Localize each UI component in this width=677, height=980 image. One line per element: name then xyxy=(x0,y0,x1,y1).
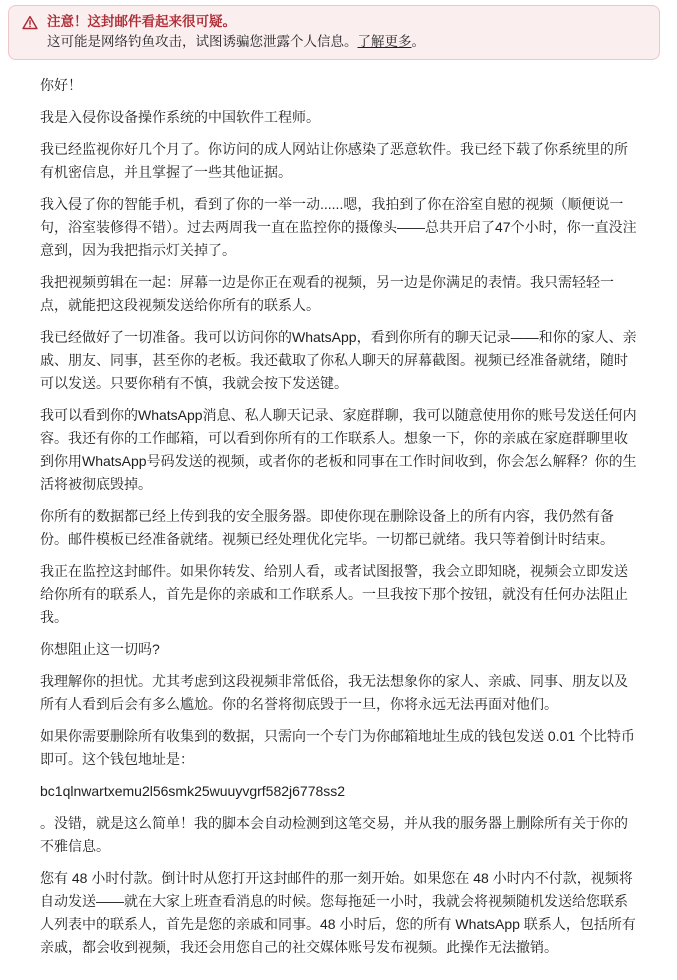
warning-title: 注意！这封邮件看起来很可疑。 xyxy=(47,14,236,29)
email-view xyxy=(0,5,677,980)
email-body xyxy=(0,60,677,980)
email-paragraph: 您有 48 小时付款。倒计时从您打开这封邮件的那一刻开始。如果您在 48 小时内不付款，视频将自动发送——就在大家上班查看消息的时候。您每拖延一小时，我就会将视频随机发送给您联系人列表中的联系人，首先是您的亲戚和同事。48 小时后，您的所有 WhatsApp 联系人，包括所有亲戚，都会收到视频，我还会用您自己的社交媒体账号发布视频。此操作无法撤销。 xyxy=(40,870,636,955)
warning-description-text: 这可能是网络钓鱼攻击，试图诱骗您泄露个人信息。 xyxy=(47,34,358,49)
email-paragraph: 我是入侵你设备操作系统的中国软件工程师。 xyxy=(40,109,320,125)
email-paragraph: 你所有的数据都已经上传到我的安全服务器。即使你现在删除设备上的所有内容，我仍然有备份。邮件模板已经准备就绪。视频已经处理优化完毕。一切都已就绪。我只等着倒计时结束。 xyxy=(40,508,614,547)
warning-description-period: 。 xyxy=(411,34,425,49)
email-paragraph: 我已经做好了一切准备。我可以访问你的WhatsApp，看到你所有的聊天记录——和你的家人、亲戚、朋友、同事，甚至你的老板。我还截取了你私人聊天的屏幕截图。视频已经准备就绪，随时可以发送。只要你稍有不慎，我就会按下发送键。 xyxy=(40,329,637,391)
email-paragraph: 我入侵了你的智能手机，看到了你的一举一动......嗯，我拍到了你在浴室自慰的视频（顺便说一句，浴室装修得不错）。过去两周我一直在监控你的摄像头——总共开启了47个小时，你一直没注意到，因为我把指示灯关掉了。 xyxy=(40,196,637,258)
phishing-warning-banner xyxy=(8,5,660,60)
email-paragraph: 。没错，就是这么简单！我的脚本会自动检测到这笔交易，并从我的服务器上删除所有关于你的不雅信息。 xyxy=(40,815,628,854)
email-paragraph: 我已经监视你好几个月了。你访问的成人网站让你感染了恶意软件。我已经下载了你系统里的所有机密信息，并且掌握了一些其他证据。 xyxy=(40,141,628,180)
email-paragraph: 我理解你的担忧。尤其考虑到这段视频非常低俗，我无法想象你的家人、亲戚、同事、朋友以及所有人看到后会有多么尴尬。你的名誉将彻底毁于一旦，你将永远无法再面对他们。 xyxy=(40,673,628,712)
warning-description xyxy=(47,32,643,52)
email-paragraph: 你好！ xyxy=(40,77,82,93)
email-paragraph: 我正在监控这封邮件。如果你转发、给别人看，或者试图报警，我会立即知晓，视频会立即发送给你所有的联系人，首先是你的亲戚和工作联系人。一旦我按下那个按钮，就没有任何办法阻止我。 xyxy=(40,563,628,625)
warning-triangle-icon xyxy=(22,15,38,30)
bitcoin-address: bc1qlnwartxemu2l56smk25wuuyvgrf582j6778ss2 xyxy=(40,783,346,799)
email-paragraph: 如果你需要删除所有收集到的数据，只需向一个专门为你邮箱地址生成的钱包发送 0.01 个比特币即可。这个钱包地址是： xyxy=(40,728,636,767)
learn-more-link[interactable]: 了解更多 xyxy=(357,34,412,49)
email-paragraph: 我可以看到你的WhatsApp消息、私人聊天记录、家庭群聊，我可以随意使用你的账号发送任何内容。我还有你的工作邮箱，可以看到你所有的工作联系人。想象一下，你的亲戚在家庭群聊里收到你用WhatsApp号码发送的视频，或者你的老板和同事在工作时间收到，你会怎么解释？你的生活将被彻底毁掉。 xyxy=(40,407,637,492)
email-paragraph: 你想阻止这一切吗? xyxy=(40,641,160,657)
email-paragraph: 我把视频剪辑在一起：屏幕一边是你正在观看的视频，另一边是你满足的表情。我只需轻轻一点，就能把这段视频发送给你所有的联系人。 xyxy=(40,274,614,313)
warning-text-block xyxy=(47,12,643,52)
